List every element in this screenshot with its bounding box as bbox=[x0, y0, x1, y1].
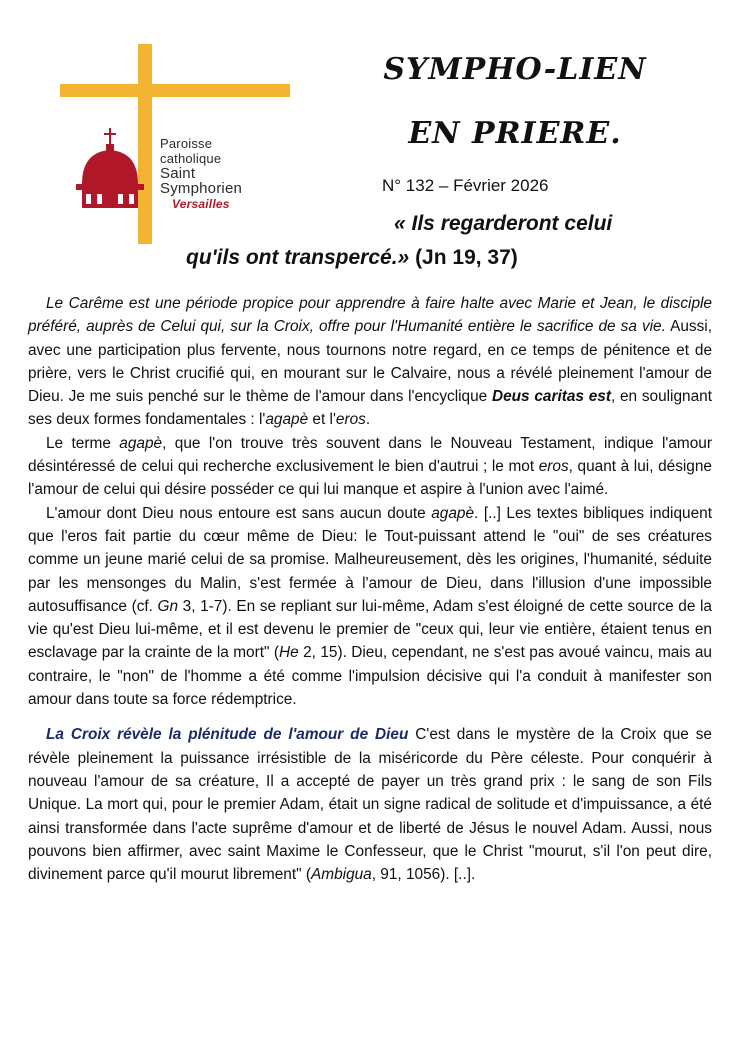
term-agape: agapè bbox=[119, 434, 163, 452]
paragraph-1 bbox=[28, 292, 712, 432]
ref-genesis: Gn bbox=[157, 597, 179, 615]
quote-line-1: « Ils regarderont celui bbox=[394, 212, 613, 235]
p1-intro: Le Carême est une période propice pour apprendre à faire halte avec Marie et Jean, le disciple préféré, auprès de Celui qui, sur la Croix, offre pour l'Humanité entière le sacrifice de sa vie. bbox=[28, 295, 712, 336]
quote-text: qu'ils ont transpercé.» bbox=[186, 246, 410, 269]
p2-text-3: , quant à lui, désigne l'amour de celui qui désire posséder ce qui lui manque et aspire à l'union avec l'aimé. bbox=[28, 458, 712, 499]
p1-text-2: , en soulignant ses deux formes fondamentales : l' bbox=[28, 388, 712, 429]
term-eros: eros bbox=[538, 458, 569, 476]
newsletter-subtitle: EN PRIERE. bbox=[408, 116, 622, 151]
quote-line-2 bbox=[186, 246, 518, 270]
p1-text: Aussi, avec une participation plus fervente, nous tournons notre regard, en ce temps de pénitence et de prière, vers le Christ crucifié qui, en mourant sur le Calvaire, nous a révélé pleinement l'amour de Dieu. Je me suis penché sur le thème de l'amour dans l'encyclique bbox=[28, 318, 713, 406]
p1-text-3: et l' bbox=[308, 411, 336, 429]
term-agape: agapè bbox=[265, 411, 309, 429]
p3-text-4: 2, 15). Dieu, cependant, ne s'est pas avoué vaincu, mais au contraire, le "non" de l'homme a été comme l'impulsion décisive qui l'a conduit à manifester son amour dans toute sa force rédemptrice. bbox=[28, 644, 712, 709]
issue-number: N° 132 – Février 2026 bbox=[382, 176, 549, 195]
logo-line-catholique: catholique bbox=[160, 151, 222, 166]
logo-line-paroisse: Paroisse bbox=[160, 136, 213, 151]
term-agape: agapè bbox=[431, 504, 475, 522]
paragraph-3 bbox=[28, 502, 712, 712]
article-body bbox=[28, 292, 712, 886]
ref-hebrews: He bbox=[279, 644, 299, 662]
p4-end: , 91, 1056). [..]. bbox=[371, 866, 476, 884]
p3-text-3: 3, 1-7). En se repliant sur lui-même, Adam s'est éloigné de cette source de la vie qu'est Dieu lui-même, et il est devenu le premier de "ceux qui, leur vie entière, étaient tenus en esclavage par la crainte de la mort" ( bbox=[28, 597, 712, 662]
ref-ambigua: Ambigua bbox=[311, 866, 372, 884]
quote-reference: (Jn 19, 37) bbox=[415, 246, 518, 269]
paragraph-4 bbox=[28, 723, 712, 886]
p2-text-2: , que l'on trouve très souvent dans le Nouveau Testament, indique l'amour désintéressé de celui qui recherche exclusivement le bien d'autrui ; le mot bbox=[28, 434, 712, 476]
p2-text: Le terme bbox=[46, 434, 120, 452]
logo-line-saint: Saint bbox=[160, 165, 196, 182]
logo-line-versailles: Versailles bbox=[172, 197, 230, 211]
p4-text: C'est dans le mystère de la Croix que se révèle pleinement la puissance irrésistible de la miséricorde du Père céleste. Pour conquérir à nouveau l'amour de sa créature, Il a accepté de payer un très grand prix : le sang de son Fils Unique. La mort qui, pour le premier Adam, était un signe radical de solitude et d'impuissance, a été ainsi transformée dans l'acte suprême d'amour et de liberté de Jésus le nouvel Adam. Aussi, nous pouvons bien affirmer, avec saint Maxime le Confesseur, que le Christ "mourut, s'il l'on peut dire, divinement parce qu'il mourut librement" ( bbox=[28, 726, 712, 884]
section-heading: La Croix révèle la plénitude de l'amour de Dieu bbox=[46, 726, 409, 744]
paragraph-2 bbox=[28, 432, 712, 502]
newsletter-title: SYMPHO-LIEN bbox=[383, 52, 647, 87]
parish-logo bbox=[60, 44, 300, 244]
encyclical-title: Deus caritas est bbox=[491, 388, 611, 406]
term-eros: eros bbox=[335, 411, 366, 429]
p1-end: . bbox=[365, 411, 371, 429]
logo-caption bbox=[160, 136, 242, 212]
logo-line-symphorien: Symphorien bbox=[160, 180, 243, 197]
p3-text: L'amour dont Dieu nous entoure est sans aucun doute bbox=[46, 504, 432, 522]
p3-text-2: . [..] Les textes bibliques indiquent que l'eros fait partie du cœur même de Dieu: le Tout-puissant attend le "oui" de ses créatures comme un jeune marié celui de sa promise. Malheureusement, dès les origines, l'humanité, séduite par les mensonges du Malin, s'est fermée à l'amour de Dieu, dans l'illusion d'une impossible autosuffisance (cf. bbox=[28, 504, 712, 615]
